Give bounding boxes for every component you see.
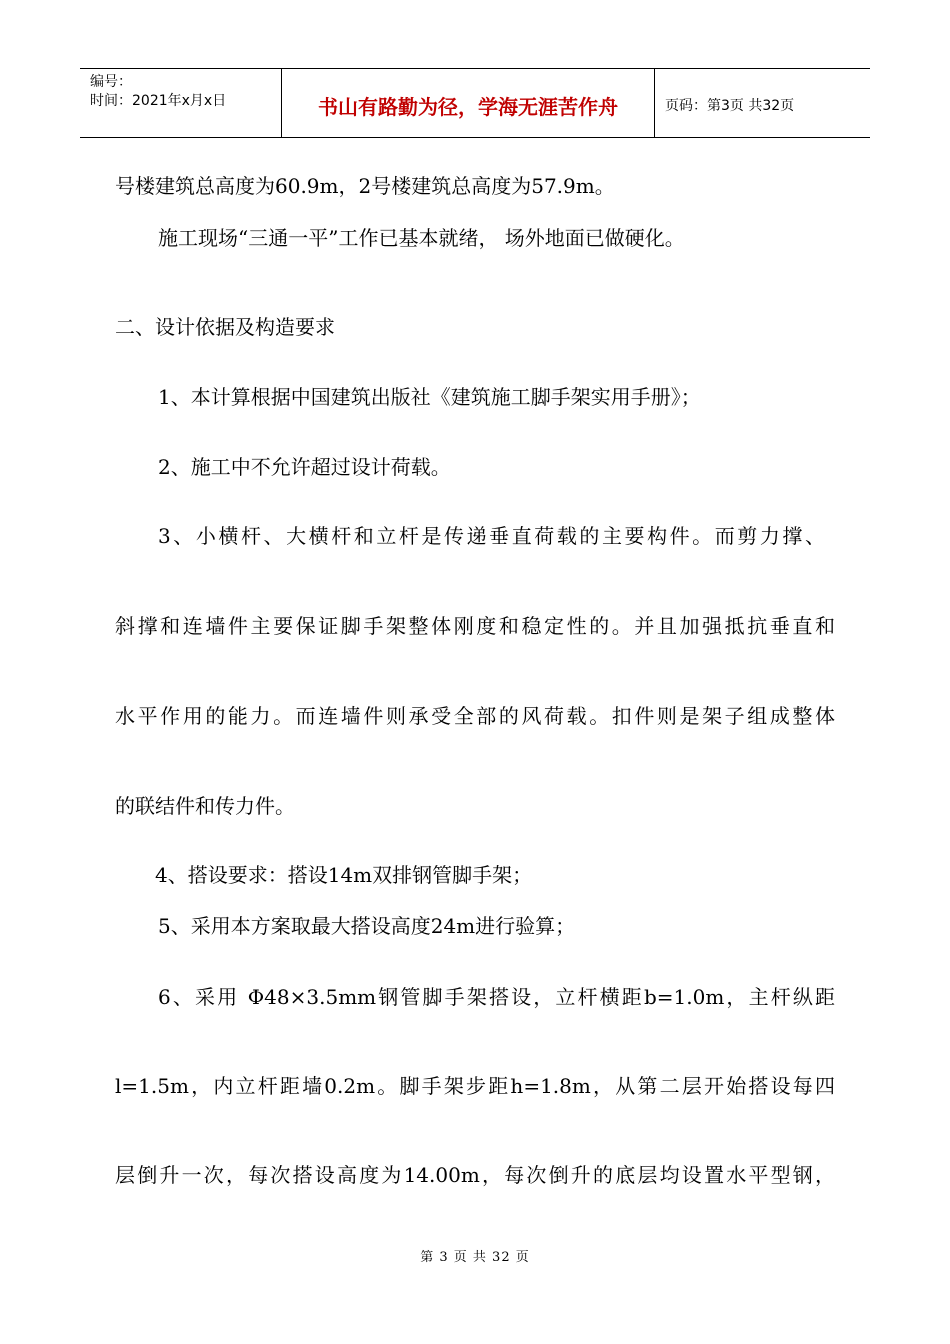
list-item-1: 1、本计算根据中国建筑出版社《建筑施工脚手架实用手册》； <box>158 385 701 409</box>
list-item-3-line-3: 水平作用的能力。而连墙件则承受全部的风荷载。扣件则是架子组成整体 <box>115 704 835 728</box>
list-item-2: 2、施工中不允许超过设计荷载。 <box>158 455 451 479</box>
document-time-label: 时间：2021年x月x日 <box>90 93 227 109</box>
header-meta <box>80 69 282 137</box>
page-header <box>80 68 870 138</box>
document-number-label: 编号： <box>90 74 132 90</box>
list-item-6-line-3: 层倒升一次，每次搭设高度为14.00m，每次倒升的底层均设置水平型钢， <box>115 1163 835 1187</box>
list-item-5: 5、采用本方案取最大搭设高度24m进行验算； <box>158 914 576 938</box>
paragraph-building-height: 号楼建筑总高度为60.9m，2号楼建筑总高度为57.9m。 <box>115 174 615 198</box>
header-page-info: 页码：第3页 共32页 <box>665 98 795 114</box>
list-item-3-line-1: 3、小横杆、大横杆和立杆是传递垂直荷载的主要构件。而剪力撑、 <box>158 524 825 548</box>
section-title: 二、设计依据及构造要求 <box>115 315 335 339</box>
header-motto: 书山有路勤为径，学海无涯苦作舟 <box>282 69 655 137</box>
list-item-4: 4、搭设要求：搭设14m双排钢管脚手架； <box>155 863 533 887</box>
list-item-3-line-4: 的联结件和传力件。 <box>115 794 295 818</box>
paragraph-site-status: 施工现场“三通一平”工作已基本就绪， 场外地面已做硬化。 <box>158 226 685 250</box>
page-footer: 第 3 页 共 32 页 <box>420 1250 530 1265</box>
list-item-6-line-1: 6、采用 Φ48×3.5mm钢管脚手架搭设，立杆横距b=1.0m，主杆纵距 <box>158 985 835 1009</box>
list-item-6-line-2: l=1.5m，内立杆距墙0.2m。脚手架步距h=1.8m，从第二层开始搭设每四 <box>115 1074 835 1098</box>
list-item-3-line-2: 斜撑和连墙件主要保证脚手架整体刚度和稳定性的。并且加强抵抗垂直和 <box>115 614 835 638</box>
